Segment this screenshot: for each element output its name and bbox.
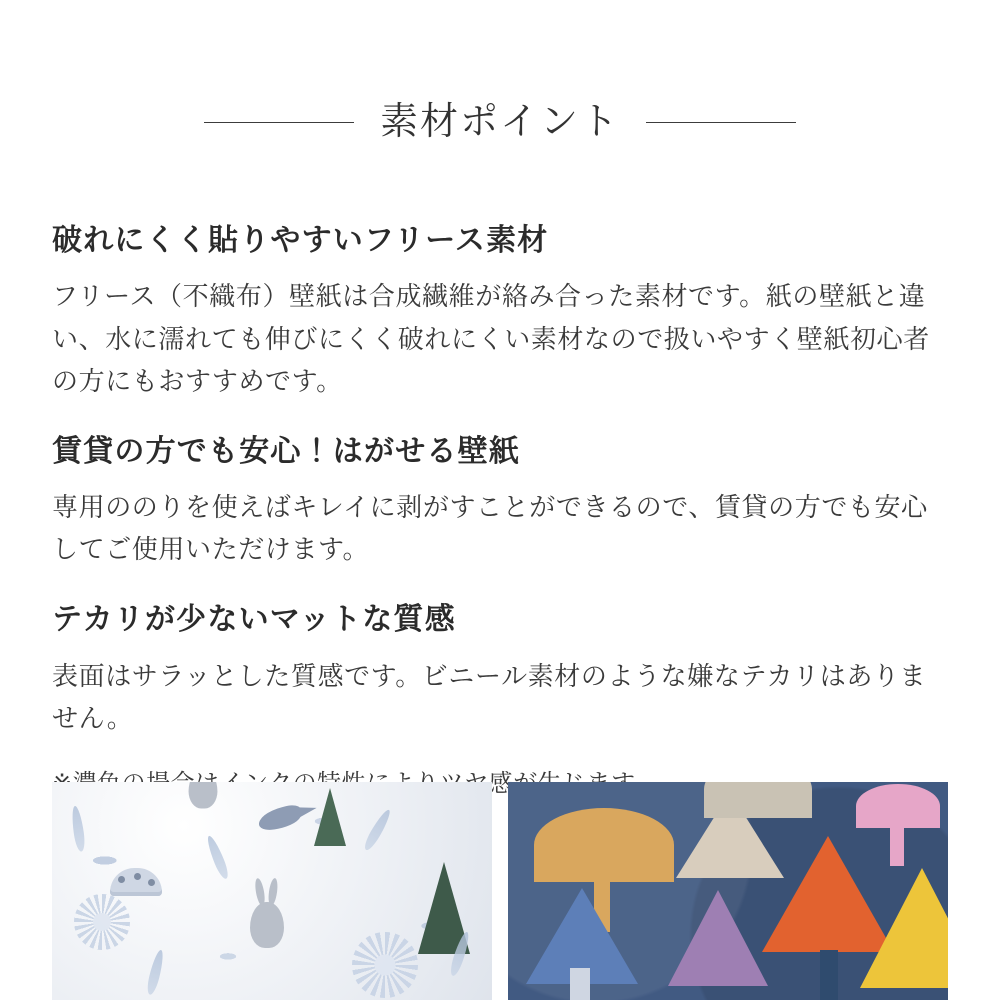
heading-rule-left [204, 122, 354, 123]
decor-tree-icon [704, 782, 812, 818]
decor-tree-icon [534, 808, 674, 882]
feature-body-1: フリース（不織布）壁紙は合成繊維が絡み合った素材です。紙の壁紙と違い、水に濡れても伸びにくく破れにくい素材なので扱いやすく壁紙初心者の方にもおすすめです。 [52, 281, 930, 396]
feature-block-1 [52, 221, 948, 402]
decor-trunk [570, 968, 590, 1000]
content-area [0, 221, 1000, 804]
feature-block-2 [52, 432, 948, 571]
section-heading [0, 0, 1000, 167]
feature-body-3: 表面はサラッとした質感です。ビニール素材のような嫌なテカリはありません。 [52, 660, 927, 734]
decor-rabbit-icon [250, 902, 284, 948]
feature-title-3: テカリが少ないマットな質感 [52, 603, 456, 637]
decor-mushroom-icon [856, 784, 940, 828]
feature-title-1: 破れにくく貼りやすいフリース素材 [52, 223, 549, 257]
decor-tree-icon [314, 788, 346, 846]
decor-flower-icon [74, 894, 130, 950]
page-title: 素材ポイント [379, 101, 620, 144]
wallpaper-sample-light-forest-animals [52, 782, 492, 1000]
photo-strip [52, 782, 948, 1000]
decor-trunk [820, 950, 838, 1000]
decor-flower-icon [352, 932, 418, 998]
wallpaper-sample-navy-trees [508, 782, 948, 1000]
feature-block-3 [52, 600, 948, 803]
feature-title-2: 賃貸の方でも安心！はがせる壁紙 [52, 434, 520, 468]
heading-rule-right [646, 122, 796, 123]
feature-body-2: 専用ののりを使えばキレイに剥がすことができるので、賃貸の方でも安心してご使用いただけます。 [52, 492, 928, 565]
decor-tree-icon [860, 868, 948, 988]
decor-tree-icon [668, 890, 768, 986]
